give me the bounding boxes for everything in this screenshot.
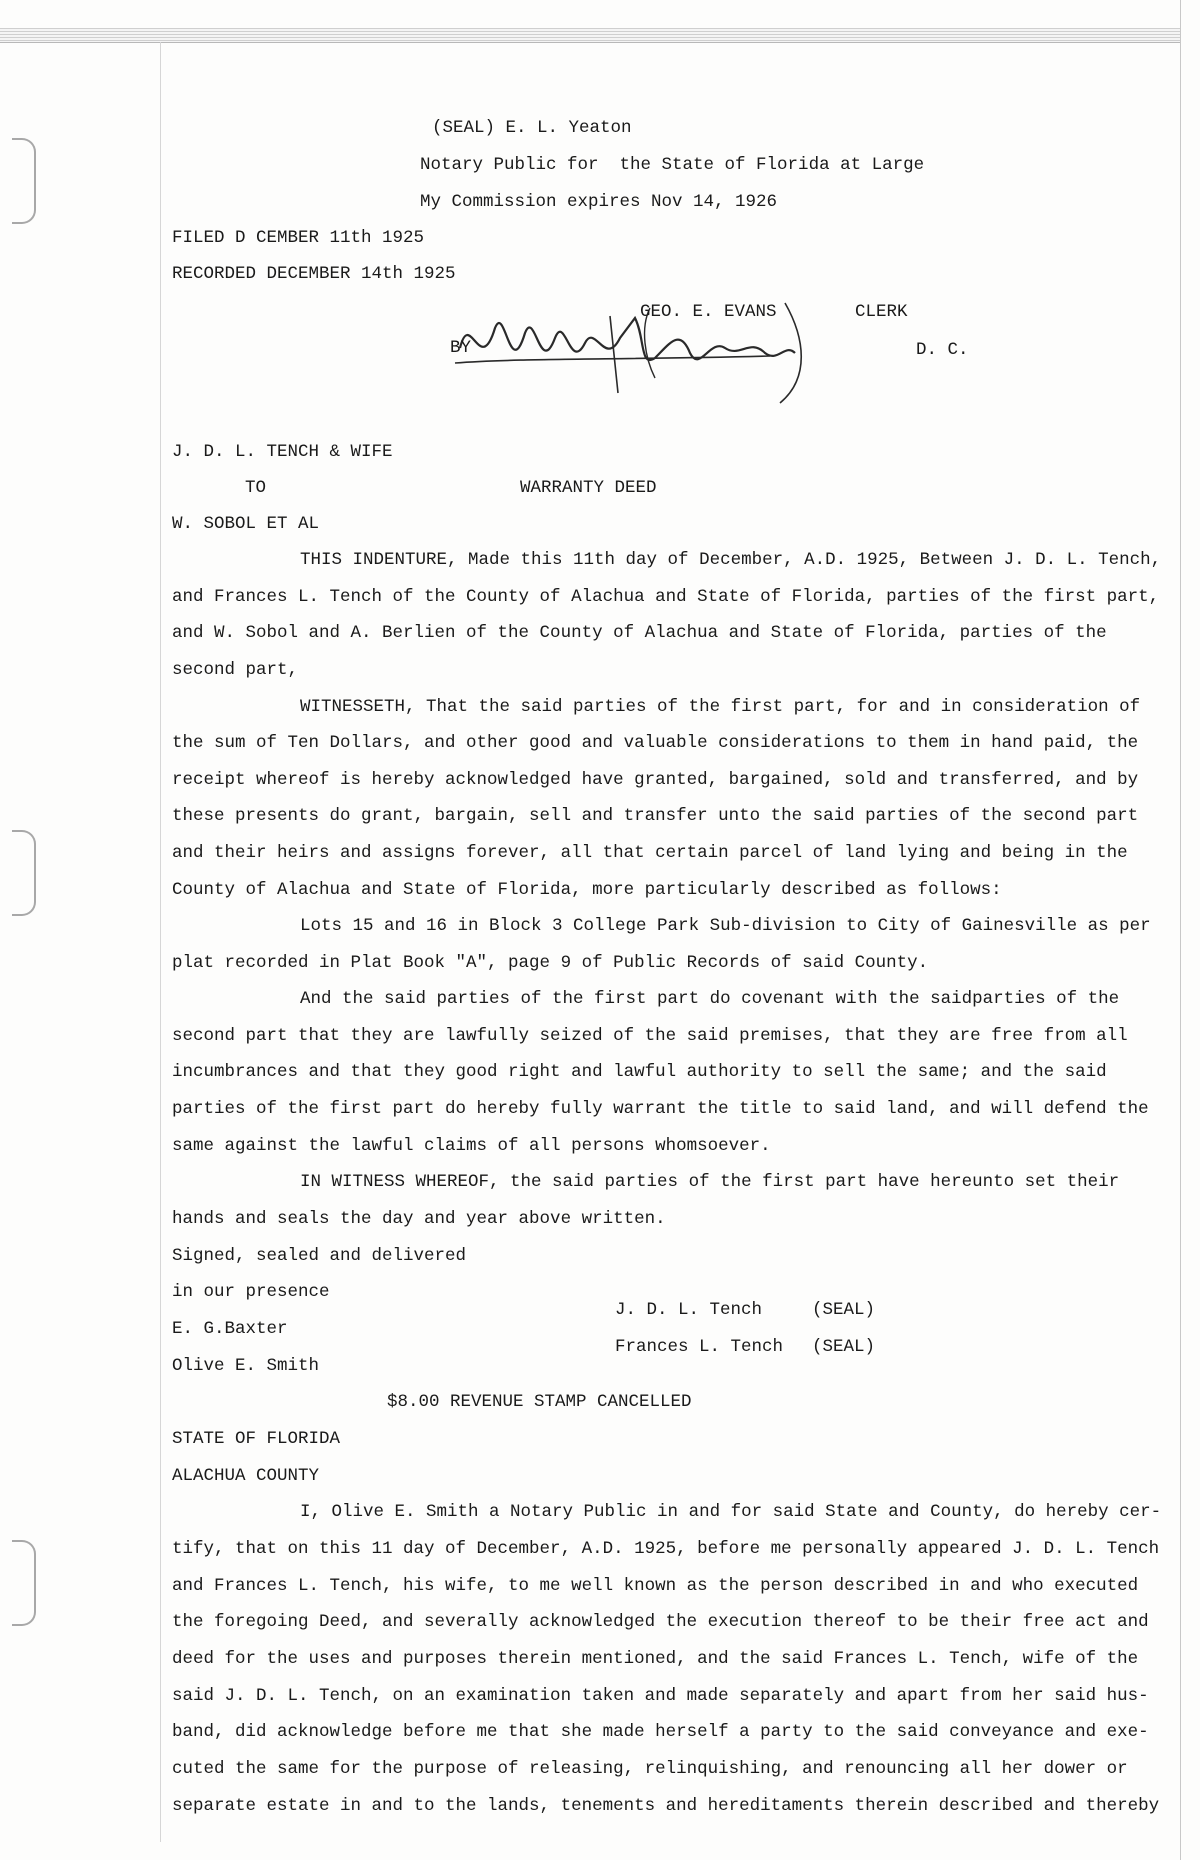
ack-line: and Frances L. Tench, his wife, to me well known as the person described in and who executed <box>172 1576 1139 1596</box>
body-line: and Frances L. Tench of the County of Alachua and State of Florida, parties of the first part, <box>172 587 1160 607</box>
body-line: and W. Sobol and A. Berlien of the County of Alachua and State of Florida, parties of the <box>172 623 1107 643</box>
property-description: plat recorded in Plat Book "A", page 9 of Public Records of said County. <box>172 953 929 973</box>
body-line: and their heirs and assigns forever, all that certain parcel of land lying and being in the <box>172 843 1128 863</box>
signer-1: J. D. L. Tench <box>615 1300 763 1320</box>
signed-sealed-label: Signed, sealed and delivered <box>172 1246 467 1266</box>
deputy-clerk: D. C. <box>916 340 969 360</box>
filed-date: FILED D CEMBER 11th 1925 <box>172 228 425 248</box>
revenue-stamp-note: $8.00 REVENUE STAMP CANCELLED <box>387 1392 692 1412</box>
ack-state: STATE OF FLORIDA <box>172 1429 341 1449</box>
witness-1: E. G.Baxter <box>172 1319 288 1339</box>
recorded-date: RECORDED DECEMBER 14th 1925 <box>172 264 456 284</box>
body-line: receipt whereof is hereby acknowledged have granted, bargained, sold and transferred, and by <box>172 770 1139 790</box>
grantee: W. SOBOL ET AL <box>172 514 320 534</box>
ack-line: deed for the uses and purposes therein mentioned, and the said Frances L. Tench, wife of the <box>172 1649 1139 1669</box>
presence-label: in our presence <box>172 1282 330 1302</box>
ack-county: ALACHUA COUNTY <box>172 1466 320 1486</box>
signer-2-seal: (SEAL) <box>812 1337 876 1357</box>
ack-line: separate estate in and to the lands, tenements and hereditaments therein described and thereby <box>172 1796 1160 1816</box>
body-line: IN WITNESS WHEREOF, the said parties of the first part have hereunto set their <box>300 1172 1120 1192</box>
ack-line: band, did acknowledge before me that she made herself a party to the said conveyance and exe- <box>172 1722 1149 1742</box>
body-line: And the said parties of the first part do covenant with the saidparties of the <box>300 989 1120 1009</box>
notary-seal-name: (SEAL) E. L. Yeaton <box>432 118 632 138</box>
clerk-title: CLERK <box>855 302 908 322</box>
witness-2: Olive E. Smith <box>172 1356 320 1376</box>
grantor: J. D. L. TENCH & WIFE <box>172 442 393 462</box>
body-line: second part that they are lawfully seized of the said premises, that they are free from all <box>172 1026 1128 1046</box>
ack-line: tify, that on this 11 day of December, A.D. 1925, before me personally appeared J. D. L. Tench <box>172 1539 1160 1559</box>
property-description: Lots 15 and 16 in Block 3 College Park Sub-division to City of Gainesville as per <box>300 916 1151 936</box>
ack-line: I, Olive E. Smith a Notary Public in and for said State and County, do hereby cer- <box>300 1502 1162 1522</box>
document-type: WARRANTY DEED <box>520 478 657 498</box>
clerk-name: GEO. E. EVANS <box>640 302 777 322</box>
ack-line: cuted the same for the purpose of releasing, relinquishing, and renouncing all her dower or <box>172 1759 1128 1779</box>
top-margin-rule <box>0 28 1180 43</box>
body-line: THIS INDENTURE, Made this 11th day of December, A.D. 1925, Between J. D. L. Tench, <box>300 550 1162 570</box>
binder-hole-bottom <box>12 1540 36 1626</box>
binder-hole-middle <box>12 830 36 916</box>
body-line: the sum of Ten Dollars, and other good and valuable considerations to them in hand paid, the <box>172 733 1139 753</box>
to-label: TO <box>245 478 267 498</box>
ack-line: the foregoing Deed, and severally acknowledged the execution thereof to be their free act and <box>172 1612 1149 1632</box>
notary-commission: My Commission expires Nov 14, 1926 <box>420 192 778 212</box>
ack-line: said J. D. L. Tench, on an examination taken and made separately and apart from her said hus- <box>172 1686 1149 1706</box>
signer-2: Frances L. Tench <box>615 1337 784 1357</box>
notary-title: Notary Public for the State of Florida at Large <box>420 155 925 175</box>
body-line: parties of the first part do hereby fully warrant the title to said land, and will defend the <box>172 1099 1149 1119</box>
body-line: same against the lawful claims of all persons whomsoever. <box>172 1136 771 1156</box>
clerk-by: BY <box>450 338 472 358</box>
body-line: second part, <box>172 660 299 680</box>
left-margin-rule <box>160 42 161 1842</box>
body-line: WITNESSETH, That the said parties of the first part, for and in consideration of <box>300 697 1141 717</box>
binder-hole-top <box>12 138 36 224</box>
right-margin-rule <box>1180 0 1181 1860</box>
body-line: County of Alachua and State of Florida, more particularly described as follows: <box>172 880 1002 900</box>
body-line: hands and seals the day and year above written. <box>172 1209 666 1229</box>
body-line: incumbrances and that they good right and lawful authority to sell the same; and the said <box>172 1062 1107 1082</box>
signer-1-seal: (SEAL) <box>812 1300 876 1320</box>
body-line: these presents do grant, bargain, sell and transfer unto the said parties of the second part <box>172 806 1139 826</box>
